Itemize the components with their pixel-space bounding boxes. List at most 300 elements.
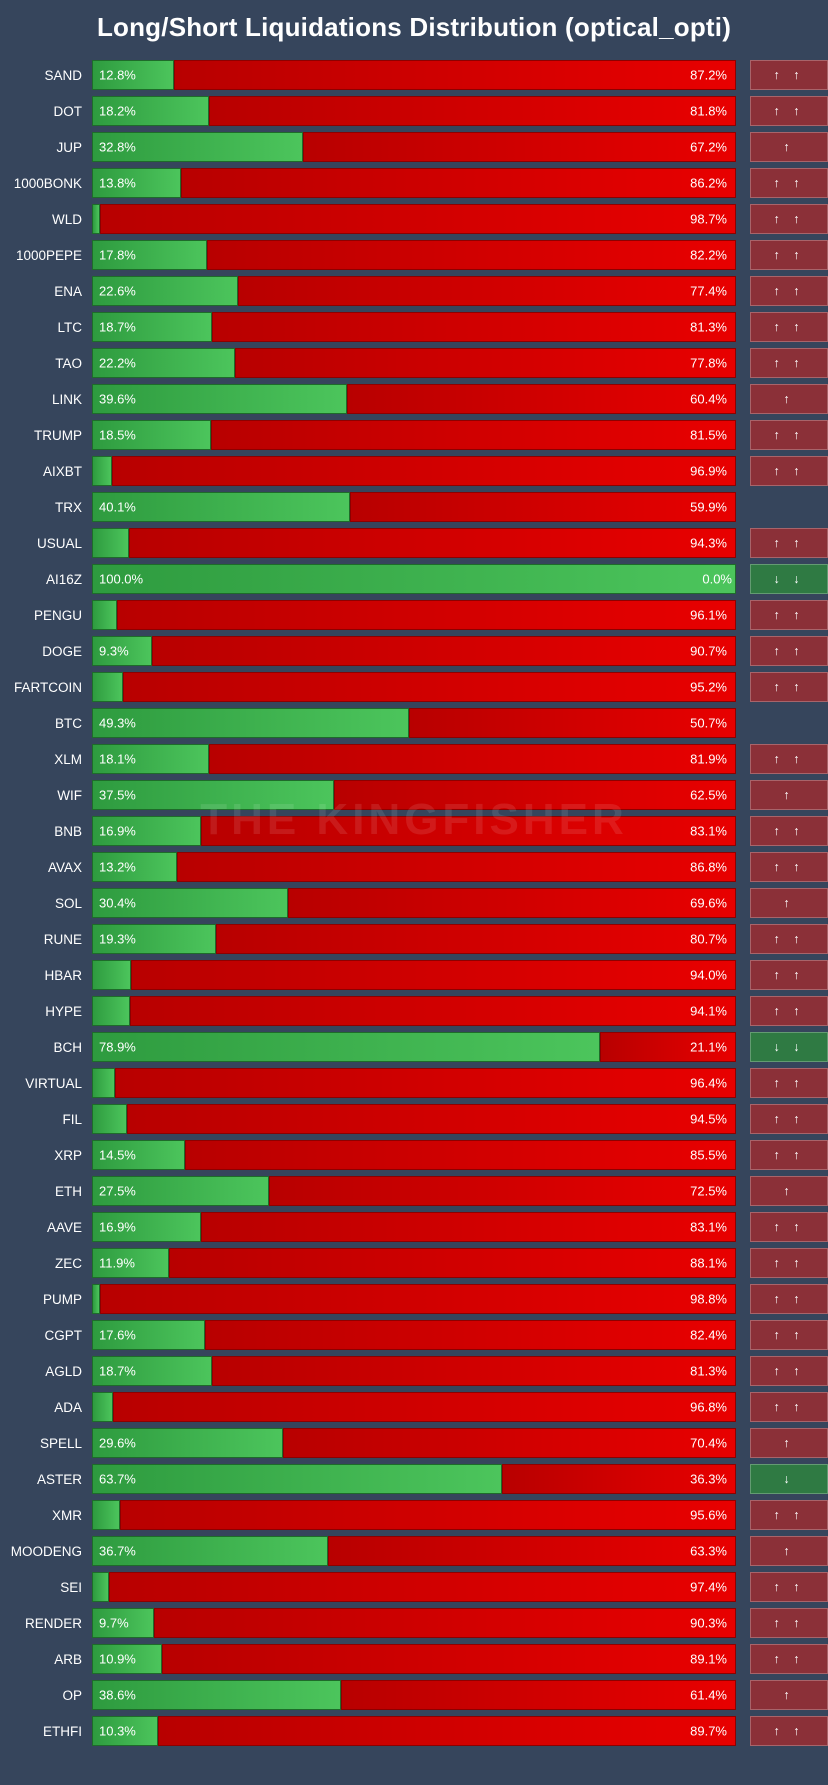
long-value-label: 18.1% (99, 751, 136, 767)
long-segment (92, 1212, 201, 1242)
chart-row (0, 453, 828, 489)
stacked-bar (92, 132, 736, 162)
short-value-label: 83.1% (690, 1219, 727, 1235)
short-value-label: 98.8% (690, 1291, 727, 1307)
stacked-bar (92, 960, 736, 990)
short-segment (129, 528, 736, 558)
trend-arrow-badge: ↑ (750, 384, 828, 414)
short-value-label: 85.5% (690, 1147, 727, 1163)
stacked-bar (92, 456, 736, 486)
long-segment (92, 960, 131, 990)
short-value-label: 96.9% (690, 463, 727, 479)
row-label: HYPE (45, 1003, 82, 1019)
short-value-label: 96.4% (690, 1075, 727, 1091)
trend-arrow-badge: ↑ ↑ (750, 1716, 828, 1746)
row-label: TRUMP (34, 427, 82, 443)
short-segment (502, 1464, 736, 1494)
row-label: XLM (54, 751, 82, 767)
long-value-label: 18.2% (99, 103, 136, 119)
chart-row (0, 1533, 828, 1569)
trend-arrow-badge: ↑ (750, 1428, 828, 1458)
row-label: LINK (51, 391, 82, 407)
chart-row (0, 1677, 828, 1713)
stacked-bar (92, 1032, 736, 1062)
trend-arrow-badge: ↑ (750, 1680, 828, 1710)
trend-arrow-badge: ↑ (750, 888, 828, 918)
short-segment (288, 888, 736, 918)
long-segment (92, 1356, 212, 1386)
long-segment (92, 1716, 158, 1746)
long-segment (92, 384, 347, 414)
row-label: TAO (55, 355, 82, 371)
row-label: XRP (54, 1147, 82, 1163)
trend-arrow-badge: ↑ ↑ (750, 1572, 828, 1602)
short-segment (123, 672, 736, 702)
short-segment (283, 1428, 736, 1458)
long-value-label: 10.9% (99, 1651, 136, 1667)
row-label: ARB (54, 1651, 82, 1667)
long-segment (92, 1428, 283, 1458)
trend-arrow-badge: ↓ ↓ (750, 564, 828, 594)
long-value-label: 12.8% (99, 67, 136, 83)
long-segment (92, 1248, 169, 1278)
chart-row (0, 237, 828, 273)
trend-arrow-badge: ↑ ↑ (750, 1644, 828, 1674)
long-value-label: 22.2% (99, 355, 136, 371)
long-value-label: 11.9% (99, 1255, 135, 1271)
short-value-label: 86.8% (690, 859, 727, 875)
short-value-label: 90.3% (690, 1615, 727, 1631)
row-label: RENDER (24, 1615, 82, 1631)
chart-row (0, 1713, 828, 1749)
row-label: AAVE (46, 1219, 82, 1235)
long-value-label: 27.5% (99, 1183, 136, 1199)
trend-arrow-badge: ↑ ↑ (750, 960, 828, 990)
chart-row (0, 669, 828, 705)
trend-arrow-badge: ↑ ↑ (750, 744, 828, 774)
short-segment (328, 1536, 736, 1566)
chart-row (0, 1461, 828, 1497)
trend-arrow-badge: ↑ ↑ (750, 1248, 828, 1278)
row-label: VIRTUAL (25, 1075, 82, 1091)
short-segment (174, 60, 736, 90)
short-segment (162, 1644, 736, 1674)
trend-arrow-badge: ↑ (750, 1536, 828, 1566)
short-value-label: 97.4% (690, 1579, 727, 1595)
long-value-label: 18.7% (99, 1363, 136, 1379)
stacked-bar (92, 492, 736, 522)
long-segment (92, 1320, 205, 1350)
short-value-label: 83.1% (690, 823, 727, 839)
row-label: ENA (54, 283, 82, 299)
row-label: ASTER (36, 1471, 82, 1487)
chart-row (0, 1317, 828, 1353)
short-segment (303, 132, 736, 162)
short-segment (177, 852, 736, 882)
trend-arrow-badge: ↑ ↑ (750, 816, 828, 846)
short-value-label: 60.4% (690, 391, 727, 407)
row-label: TRX (55, 499, 82, 515)
short-segment (334, 780, 736, 810)
trend-arrow-badge: ↑ ↑ (750, 168, 828, 198)
row-label: FARTCOIN (13, 679, 82, 695)
long-segment (92, 312, 212, 342)
long-value-label: 49.3% (99, 715, 136, 731)
chart-row (0, 201, 828, 237)
trend-arrow-badge: ↑ ↑ (750, 1392, 828, 1422)
row-label: SEI (60, 1579, 82, 1595)
stacked-bar (92, 240, 736, 270)
chart-row (0, 921, 828, 957)
long-segment (92, 1572, 109, 1602)
long-value-label: 13.2% (99, 859, 136, 875)
stacked-bar (92, 1644, 736, 1674)
long-value-label: 17.6% (99, 1327, 136, 1343)
chart-row (0, 489, 828, 525)
long-value-label: 39.6% (99, 391, 136, 407)
long-segment (92, 1464, 502, 1494)
chart-row (0, 1065, 828, 1101)
stacked-bar (92, 96, 736, 126)
short-value-label: 81.9% (690, 751, 727, 767)
row-label: SPELL (39, 1435, 82, 1451)
stacked-bar (92, 888, 736, 918)
short-segment (212, 312, 736, 342)
trend-arrow-badge: ↑ (750, 780, 828, 810)
short-segment (120, 1500, 736, 1530)
chart-row (0, 309, 828, 345)
short-value-label: 87.2% (690, 67, 727, 83)
stacked-bar (92, 636, 736, 666)
long-segment (92, 564, 736, 594)
short-segment (185, 1140, 736, 1170)
short-segment (207, 240, 736, 270)
short-segment (341, 1680, 736, 1710)
row-label: RUNE (43, 931, 82, 947)
short-value-label: 77.8% (690, 355, 727, 371)
trend-arrow-badge: ↑ ↑ (750, 600, 828, 630)
trend-arrow-badge (750, 708, 828, 738)
stacked-bar (92, 564, 736, 594)
short-value-label: 81.3% (690, 1363, 727, 1379)
trend-arrow-badge: ↑ ↑ (750, 1068, 828, 1098)
chart-row (0, 1641, 828, 1677)
long-segment (92, 1284, 100, 1314)
chart-row (0, 993, 828, 1029)
short-segment (212, 1356, 736, 1386)
short-value-label: 62.5% (690, 787, 727, 803)
chart-row (0, 1137, 828, 1173)
stacked-bar (92, 1428, 736, 1458)
row-label: LTC (57, 319, 82, 335)
short-segment (350, 492, 736, 522)
trend-arrow-badge: ↑ ↑ (750, 636, 828, 666)
row-label: BNB (54, 823, 82, 839)
long-segment (92, 1644, 162, 1674)
short-segment (205, 1320, 736, 1350)
short-value-label: 82.4% (690, 1327, 727, 1343)
chart-row (0, 381, 828, 417)
chart-row (0, 57, 828, 93)
long-segment (92, 1536, 328, 1566)
row-label: FIL (62, 1111, 82, 1127)
trend-arrow-badge: ↑ ↑ (750, 924, 828, 954)
trend-arrow-badge: ↑ ↑ (750, 1500, 828, 1530)
chart-row (0, 1245, 828, 1281)
trend-arrow-badge (750, 492, 828, 522)
short-value-label: 88.1% (690, 1255, 727, 1271)
long-segment (92, 168, 181, 198)
short-value-label: 86.2% (690, 175, 727, 191)
long-value-label: 19.3% (99, 931, 136, 947)
short-value-label: 63.3% (690, 1543, 727, 1559)
stacked-bar (92, 996, 736, 1026)
short-segment (112, 456, 736, 486)
chart-row (0, 1389, 828, 1425)
long-segment (92, 1104, 127, 1134)
row-label: OP (62, 1687, 82, 1703)
long-segment (92, 240, 207, 270)
long-segment (92, 708, 409, 738)
long-segment (92, 816, 201, 846)
stacked-bar (92, 852, 736, 882)
long-value-label: 30.4% (99, 895, 136, 911)
long-value-label: 16.9% (99, 1219, 136, 1235)
long-segment (92, 1392, 113, 1422)
short-segment (238, 276, 736, 306)
short-value-label: 95.6% (690, 1507, 727, 1523)
long-value-label: 36.7% (99, 1543, 136, 1559)
trend-arrow-badge: ↑ (750, 1176, 828, 1206)
long-value-label: 29.6% (99, 1435, 136, 1451)
chart-row (0, 813, 828, 849)
long-segment (92, 1500, 120, 1530)
short-value-label: 0.0% (702, 571, 732, 587)
stacked-bar (92, 1320, 736, 1350)
row-label: AVAX (47, 859, 82, 875)
row-label: PENGU (33, 607, 82, 623)
stacked-bar (92, 1572, 736, 1602)
row-label: AIXBT (42, 463, 82, 479)
row-label: XMR (52, 1507, 82, 1523)
trend-arrow-badge: ↑ ↑ (750, 1140, 828, 1170)
short-value-label: 67.2% (690, 139, 727, 155)
long-segment (92, 492, 350, 522)
row-label: DOT (53, 103, 82, 119)
row-label: BTC (55, 715, 82, 731)
long-value-label: 22.6% (99, 283, 136, 299)
chart-row (0, 345, 828, 381)
short-value-label: 81.5% (690, 427, 727, 443)
long-segment (92, 420, 211, 450)
short-value-label: 95.2% (690, 679, 727, 695)
stacked-bar (92, 204, 736, 234)
trend-arrow-badge: ↑ ↑ (750, 852, 828, 882)
long-value-label: 100.0% (99, 571, 144, 587)
row-label: AGLD (45, 1363, 82, 1379)
short-value-label: 82.2% (690, 247, 727, 263)
short-value-label: 81.3% (690, 319, 727, 335)
stacked-bar (92, 60, 736, 90)
stacked-bar (92, 384, 736, 414)
trend-arrow-badge: ↑ ↑ (750, 1212, 828, 1242)
long-segment (92, 276, 238, 306)
short-segment (347, 384, 736, 414)
short-value-label: 89.1% (690, 1651, 727, 1667)
long-value-label: 40.1% (99, 499, 136, 515)
row-label: PUMP (42, 1291, 82, 1307)
short-segment (154, 1608, 736, 1638)
short-value-label: 96.8% (690, 1399, 727, 1415)
trend-arrow-badge: ↑ ↑ (750, 672, 828, 702)
row-label: USUAL (36, 535, 82, 551)
short-segment (127, 1104, 736, 1134)
stacked-bar (92, 744, 736, 774)
trend-arrow-badge: ↑ ↑ (750, 312, 828, 342)
short-segment (209, 744, 736, 774)
stacked-bar (92, 420, 736, 450)
chart-row (0, 1353, 828, 1389)
trend-arrow-badge: ↑ ↑ (750, 528, 828, 558)
stacked-bar (92, 168, 736, 198)
short-value-label: 21.1% (690, 1039, 727, 1055)
stacked-bar (92, 708, 736, 738)
stacked-bar (92, 1392, 736, 1422)
stacked-bar (92, 1608, 736, 1638)
stacked-bar (92, 1500, 736, 1530)
chart-row (0, 885, 828, 921)
stacked-bar (92, 1680, 736, 1710)
chart-row (0, 1173, 828, 1209)
long-segment (92, 1032, 600, 1062)
row-label: ZEC (55, 1255, 82, 1271)
short-value-label: 90.7% (690, 643, 727, 659)
long-segment (92, 1608, 154, 1638)
stacked-bar (92, 1716, 736, 1746)
long-segment (92, 60, 174, 90)
short-segment (152, 636, 736, 666)
long-segment (92, 780, 334, 810)
chart-row (0, 417, 828, 453)
chart-row (0, 1605, 828, 1641)
chart-row (0, 705, 828, 741)
trend-arrow-badge: ↑ ↑ (750, 96, 828, 126)
long-segment (92, 1068, 115, 1098)
short-segment (113, 1392, 736, 1422)
stacked-bar (92, 600, 736, 630)
row-label: SOL (54, 895, 82, 911)
row-label: CGPT (44, 1327, 82, 1343)
stacked-bar (92, 1176, 736, 1206)
long-value-label: 32.8% (99, 139, 136, 155)
stacked-bar (92, 1536, 736, 1566)
stacked-bar (92, 1284, 736, 1314)
short-segment (130, 996, 736, 1026)
row-label: ADA (54, 1399, 82, 1415)
row-label: JUP (56, 139, 82, 155)
short-segment (169, 1248, 736, 1278)
long-segment (92, 1176, 269, 1206)
trend-arrow-badge: ↓ (750, 1464, 828, 1494)
chart-row (0, 1497, 828, 1533)
short-value-label: 94.1% (690, 1003, 727, 1019)
short-value-label: 59.9% (690, 499, 727, 515)
stacked-bar (92, 780, 736, 810)
stacked-bar (92, 1464, 736, 1494)
trend-arrow-badge: ↑ ↑ (750, 420, 828, 450)
short-segment (216, 924, 736, 954)
short-segment (269, 1176, 736, 1206)
trend-arrow-badge: ↑ ↑ (750, 60, 828, 90)
long-value-label: 9.7% (99, 1615, 129, 1631)
chart-row (0, 777, 828, 813)
long-segment (92, 528, 129, 558)
chart-row (0, 273, 828, 309)
short-segment (209, 96, 736, 126)
long-value-label: 9.3% (99, 643, 129, 659)
stacked-bar (92, 816, 736, 846)
row-label: WLD (52, 211, 82, 227)
short-value-label: 81.8% (690, 103, 727, 119)
row-label: WIF (57, 787, 82, 803)
short-segment (131, 960, 736, 990)
short-segment (600, 1032, 736, 1062)
stacked-bar (92, 1248, 736, 1278)
page-title: Long/Short Liquidations Distribution (optical_opti) (96, 12, 732, 42)
chart-row (0, 525, 828, 561)
long-segment (92, 636, 152, 666)
stacked-bar (92, 1104, 736, 1134)
short-value-label: 94.3% (690, 535, 727, 551)
chart-row (0, 597, 828, 633)
long-segment (92, 1140, 185, 1170)
stacked-bar (92, 1140, 736, 1170)
trend-arrow-badge: ↑ ↑ (750, 1320, 828, 1350)
row-label: HBAR (44, 967, 82, 983)
stacked-bar (92, 276, 736, 306)
chart-row (0, 1101, 828, 1137)
long-segment (92, 132, 303, 162)
stacked-bar (92, 312, 736, 342)
long-value-label: 17.8% (99, 247, 136, 263)
chart-row (0, 849, 828, 885)
long-segment (92, 852, 177, 882)
stacked-bar (92, 1356, 736, 1386)
short-segment (109, 1572, 736, 1602)
stacked-bar (92, 348, 736, 378)
short-segment (211, 420, 736, 450)
stacked-bar (92, 1068, 736, 1098)
short-segment (115, 1068, 736, 1098)
long-value-label: 38.6% (99, 1687, 136, 1703)
trend-arrow-badge: ↑ ↑ (750, 1356, 828, 1386)
short-value-label: 96.1% (690, 607, 727, 623)
trend-arrow-badge: ↑ ↑ (750, 996, 828, 1026)
trend-arrow-badge: ↑ (750, 132, 828, 162)
chart-row (0, 129, 828, 165)
short-segment (100, 1284, 736, 1314)
trend-arrow-badge: ↑ ↑ (750, 276, 828, 306)
short-value-label: 89.7% (690, 1723, 727, 1739)
trend-arrow-badge: ↓ ↓ (750, 1032, 828, 1062)
short-value-label: 80.7% (690, 931, 727, 947)
long-value-label: 78.9% (99, 1039, 136, 1055)
long-segment (92, 600, 117, 630)
trend-arrow-badge: ↑ ↑ (750, 1608, 828, 1638)
long-value-label: 10.3% (99, 1723, 136, 1739)
short-value-label: 61.4% (690, 1687, 727, 1703)
stacked-bar (92, 1212, 736, 1242)
